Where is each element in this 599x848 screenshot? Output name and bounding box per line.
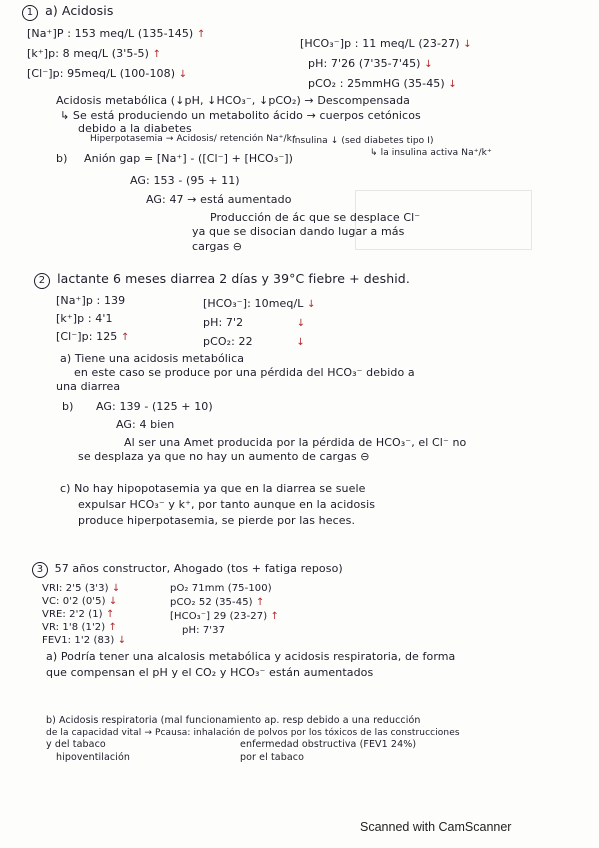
section-3-left-values [42, 582, 126, 647]
value-row: [HCO₃⁻]: 10meq/L ↓ [203, 297, 316, 310]
section-3-b-line-4: hipoventilación [56, 752, 131, 763]
section-2-right-values [203, 295, 316, 352]
section-1-b-label: b) [56, 152, 68, 165]
value-row: pH: 7'26 (7'35-7'45) ↓ [308, 57, 433, 70]
section-1-heading [22, 4, 113, 21]
section-2-c-line-3: produce hiperpotasemia, se pierde por las heces. [78, 514, 356, 527]
section-1-note-c: ↳ la insulina activa Na⁺/k⁺ [370, 148, 492, 158]
section-1-diagnosis: Acidosis metabólica (↓pH, ↓HCO₃⁻, ↓pCO₂) → Descompensada [56, 94, 411, 107]
section-1-conclusion-2: ya que se disocian dando lugar a más [192, 225, 405, 238]
value-row: [HCO₃⁻] 29 (23-27) ↑ [170, 611, 279, 622]
section-2-heading [34, 272, 410, 289]
value-row: [k⁺]p : 4'1 [56, 312, 113, 325]
section-1-right-values [300, 34, 472, 94]
section-2-b-label: b) [62, 400, 74, 413]
section-1-note-b: Insulina ↓ (sed diabetes tipo I) [292, 136, 434, 146]
value-row: pO₂ 71mm (75-100) [170, 583, 272, 594]
value-row: pH: 7'2 ↓ [203, 316, 306, 329]
section-3-b-line-1: b) Acidosis respiratoria (mal funcionamiento ap. resp debido a una reducción [46, 715, 421, 726]
section-3-a-line-1: a) Podría tener una alcalosis metabólica y acidosis respiratoria, de forma [46, 650, 456, 663]
value-row: [Cl⁻]p: 125 ↑ [56, 330, 130, 343]
section-3-b-right-2: por el tabaco [240, 752, 305, 763]
value-row: VC: 0'2 (0'5) ↓ [42, 596, 118, 607]
value-row: pCO₂: 22 ↓ [203, 335, 305, 348]
section-1-anion-gap: Anión gap = [Na⁺] - ([Cl⁻] + [HCO₃⁻]) [84, 152, 294, 165]
value-row: [Cl⁻]p: 95meq/L (100-108) ↓ [27, 67, 188, 80]
value-row: [k⁺]p: 8 meq/L (3'5-5) ↑ [27, 47, 162, 60]
section-3-b-right-1: enfermedad obstructiva (FEV1 24%) [240, 739, 417, 750]
value-row: VR: 1'8 (1'2) ↑ [42, 622, 118, 633]
camscanner-watermark: Scanned with CamScanner [360, 820, 512, 834]
section-2-c-line-2: expulsar HCO₃⁻ y k⁺, por tanto aunque en la acidosis [78, 498, 376, 511]
section-1-cause-line-2: debido a la diabetes [78, 122, 192, 135]
section-2-b-calc-2: AG: 4 bien [116, 418, 175, 431]
value-row: [HCO₃⁻]p : 11 meq/L (23-27) ↓ [300, 37, 472, 50]
value-row: [Na⁺]p : 139 [56, 294, 126, 307]
section-1-conclusion-1: Producción de ác que se desplace Cl⁻ [210, 211, 421, 224]
section-1-note-a: Hiperpotasemia → Acidosis/ retención Na⁺/k⁺ [90, 134, 297, 144]
section-2-c-line-1: c) No hay hipopotasemia ya que en la diarrea se suele [60, 482, 366, 495]
section-1-title: a) Acidosis [45, 3, 114, 18]
section-1-number: 1 [22, 5, 38, 21]
section-1-conclusion-3: cargas ⊖ [192, 240, 243, 253]
section-2-b-text-2: se desplaza ya que no hay un aumento de cargas ⊖ [78, 450, 370, 463]
section-2-left-values [56, 292, 130, 346]
section-2-a-line-2: en este caso se produce por una pérdida del HCO₃⁻ debido a [74, 366, 415, 379]
section-2-title: lactante 6 meses diarrea 2 días y 39°C fiebre + deshid. [57, 271, 410, 286]
section-2-a-line-1: a) Tiene una acidosis metabólica [60, 352, 245, 365]
section-1-ag-calc-1: AG: 153 - (95 + 11) [130, 174, 240, 187]
section-3-heading [32, 562, 343, 578]
section-2-a-line-3: una diarrea [56, 380, 121, 393]
section-3-right-values [170, 582, 279, 638]
section-3-number: 3 [32, 562, 48, 578]
value-row: pCO₂ 52 (35-45) ↑ [170, 597, 265, 608]
section-3-title: 57 años constructor, Ahogado (tos + fatiga reposo) [54, 562, 343, 575]
section-1-cause-line-1: ↳ Se está produciendo un metabolito ácido → cuerpos cetónicos [60, 109, 421, 122]
value-row: VRI: 2'5 (3'3) ↓ [42, 583, 121, 594]
value-row: pCO₂ : 25mmHG (35-45) ↓ [308, 77, 457, 90]
section-1-left-values [27, 24, 205, 84]
section-2-b-calc-1: AG: 139 - (125 + 10) [96, 400, 213, 413]
value-row: [Na⁺]P : 153 meq/L (135-145) ↑ [27, 27, 206, 40]
section-2-b-text-1: Al ser una Amet producida por la pérdida de HCO₃⁻, el Cl⁻ no [124, 436, 467, 449]
section-2-number: 2 [34, 273, 50, 289]
value-row: pH: 7'37 [182, 625, 226, 636]
value-row: VRE: 2'2 (1) ↑ [42, 609, 115, 620]
section-3-b-line-3: y del tabaco [46, 739, 106, 750]
section-3-b-line-2: de la capacidad vital → Pcausa: inhalación de polvos por los tóxicos de las construcciones [46, 728, 460, 738]
section-3-a-line-2: que compensan el pH y el CO₂ y HCO₃⁻ están aumentados [46, 666, 374, 679]
value-row: FEV1: 1'2 (83) ↓ [42, 635, 127, 646]
section-1-ag-calc-2: AG: 47 → está aumentado [146, 193, 292, 206]
